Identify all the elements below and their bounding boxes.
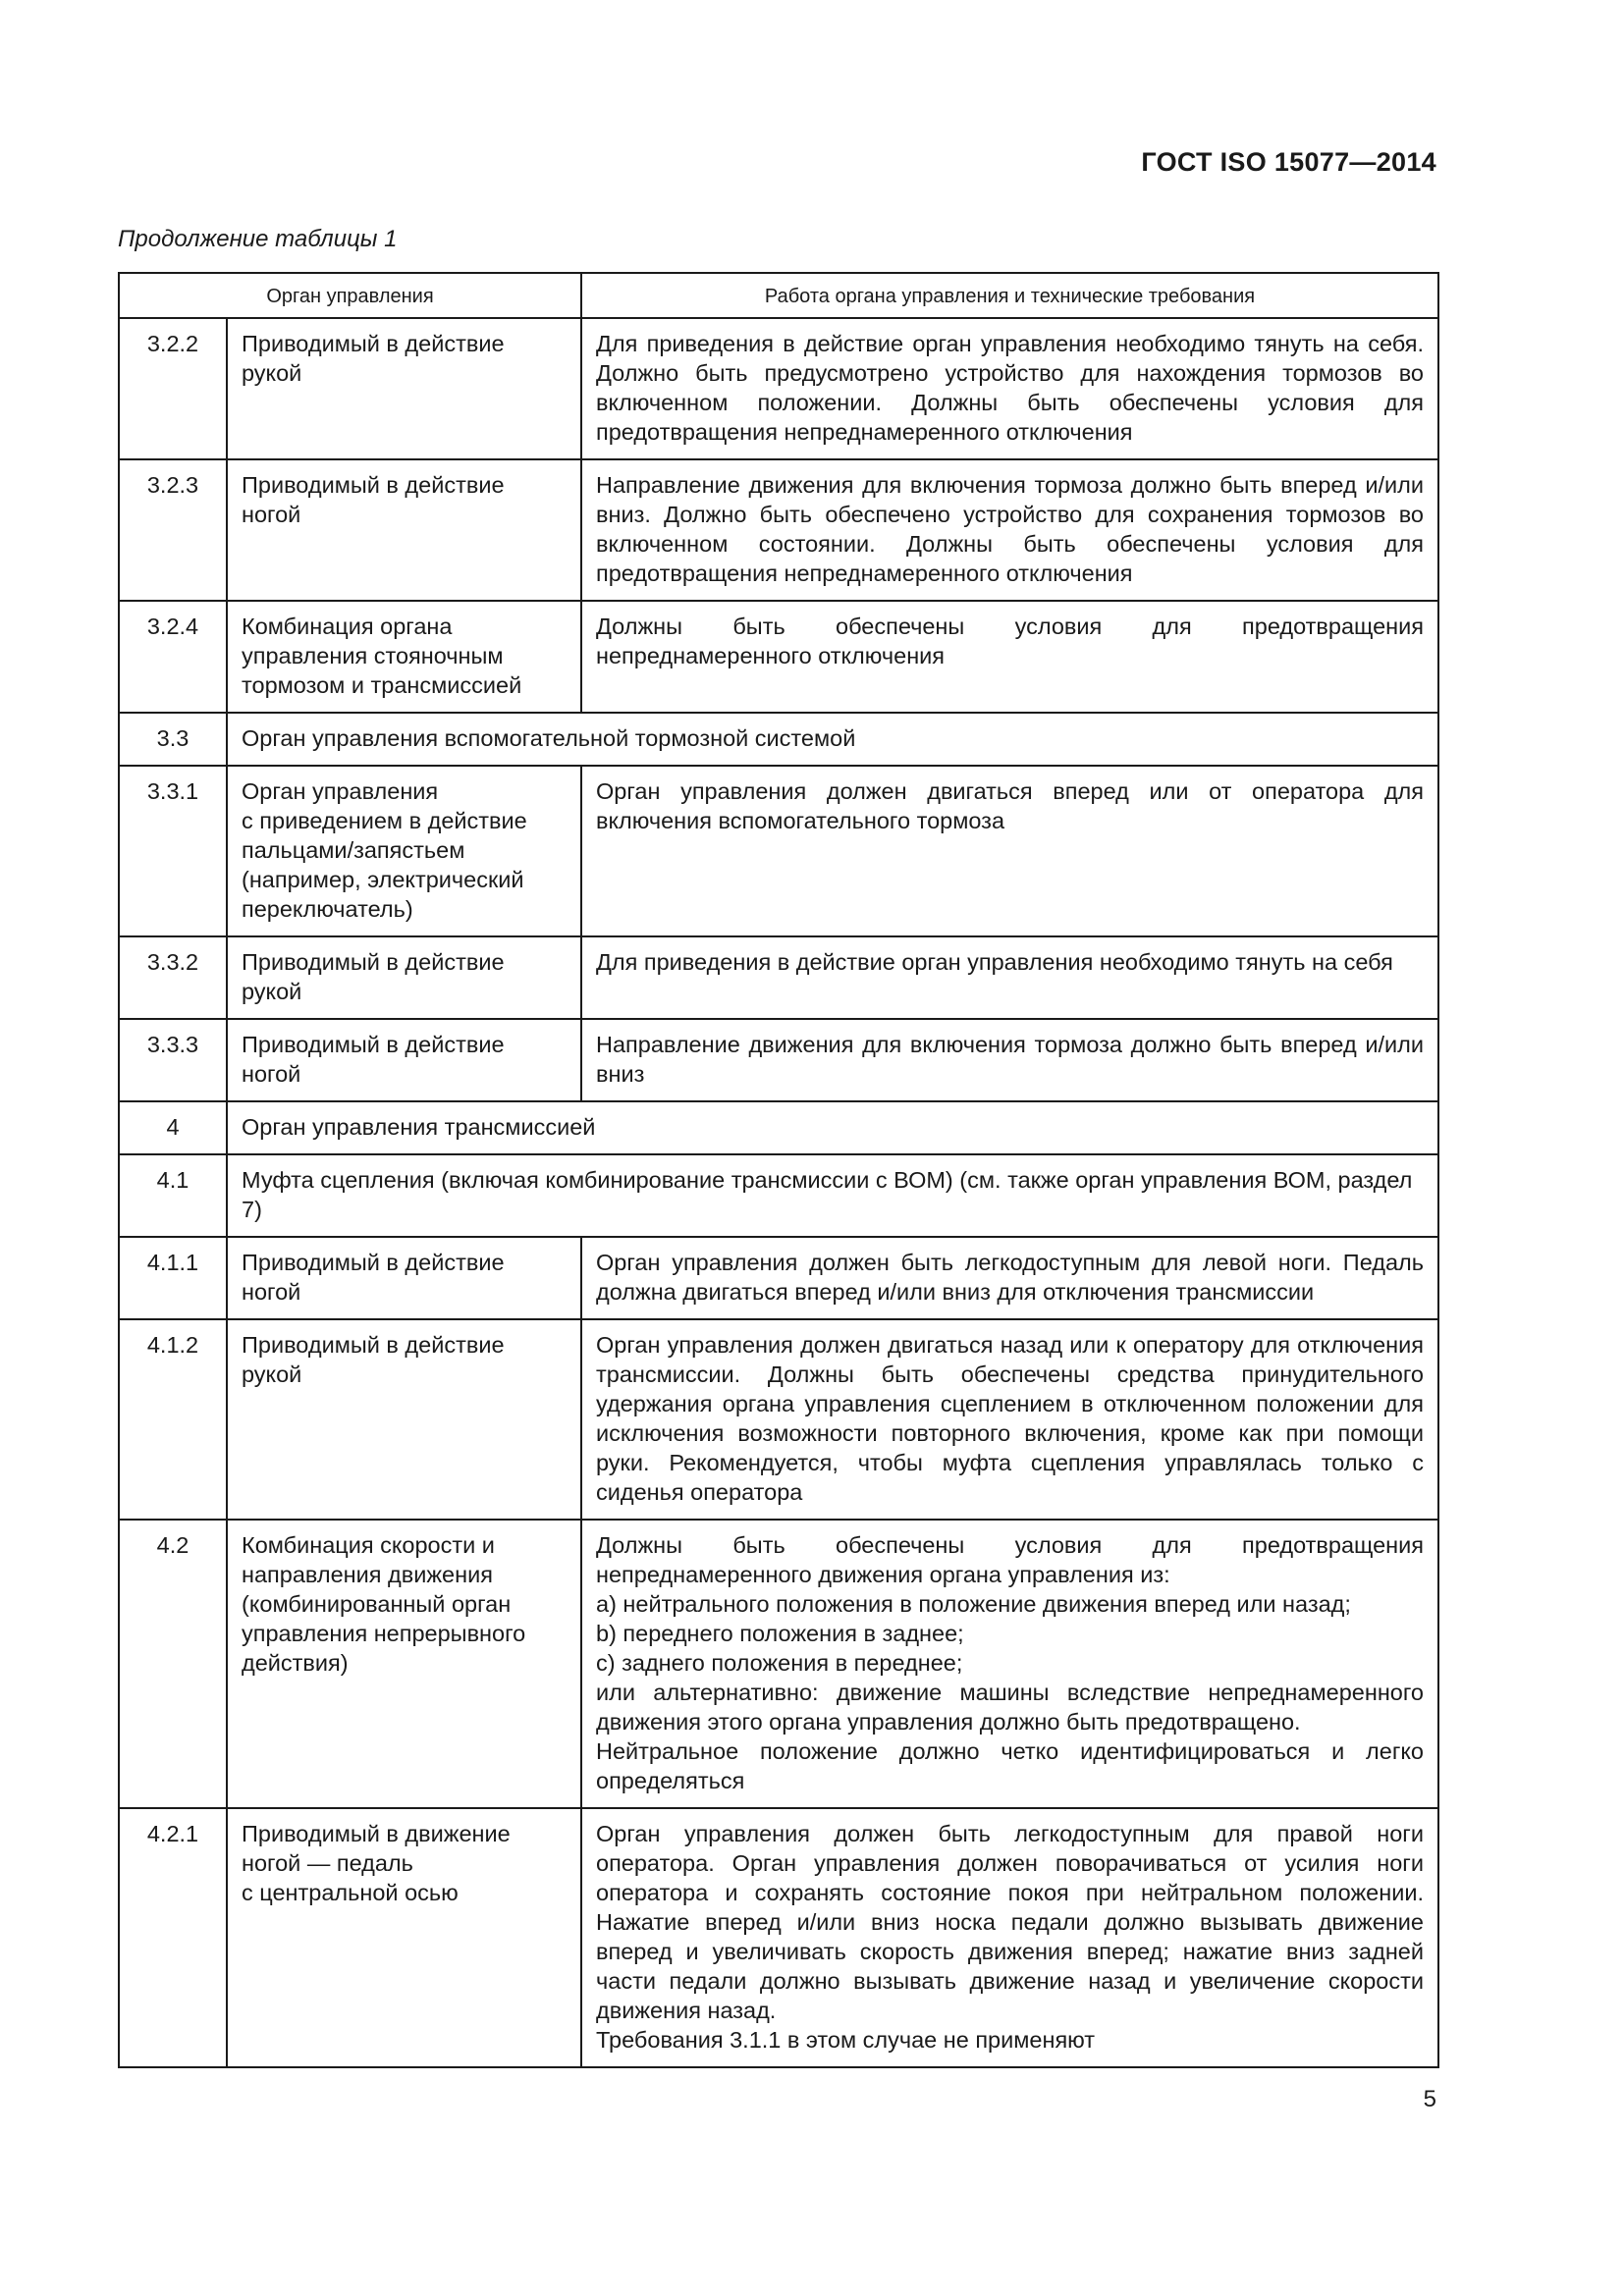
standard-code: ГОСТ ISO 15077—2014 bbox=[1141, 147, 1436, 177]
row-number: 4.2.1 bbox=[119, 1808, 227, 2067]
control-name: Приводимый в действие рукой bbox=[227, 936, 581, 1019]
control-name: Приводимый в действие ногой bbox=[227, 1237, 581, 1319]
column-header-requirements: Работа органа управления и технические требования bbox=[581, 273, 1438, 318]
requirement-text: Орган управления должен быть легкодоступным для правой ноги оператора. Орган управления должен поворачиваться от усилия ноги оператора и сохранять состояние покоя при нейтральном положении. Нажатие вперед и/или вниз носка педали должно вызывать движение вперед и увеличивать скорость движения вперед; нажатие вниз задней части педали должно вызывать движение назад и увеличение скорости движения назад. Требования 3.1.1 в этом случае не применяют bbox=[581, 1808, 1438, 2067]
row-number: 3.2.3 bbox=[119, 459, 227, 601]
control-name: Орган управления с приведением в действие пальцами/запястьем (например, электрический переключатель) bbox=[227, 766, 581, 936]
row-number: 3.3.2 bbox=[119, 936, 227, 1019]
table-caption: Продолжение таблицы 1 bbox=[118, 226, 398, 252]
requirement-text: Направление движения для включения тормоза должно быть вперед и/или вниз. Должно быть обеспечено устройство для сохранения тормозов во включенном состоянии. Должны быть обеспечены условия для предотвращения непреднамеренного отключения bbox=[581, 459, 1438, 601]
table-row bbox=[119, 1101, 1438, 1154]
table-row bbox=[119, 766, 1438, 936]
section-title: Орган управления вспомогательной тормозной системой bbox=[227, 713, 1438, 766]
table-row bbox=[119, 1520, 1438, 1808]
table-row bbox=[119, 318, 1438, 459]
control-name: Приводимый в движение ногой — педаль с центральной осью bbox=[227, 1808, 581, 2067]
requirement-text: Должны быть обеспечены условия для предотвращения непреднамеренного движения органа управления из: а) нейтрального положения в положение движения вперед или назад; b) переднего положения в заднее; с) заднего положения в переднее; или альтернативно: движение машины вследствие непреднамеренного движения этого органа управления должно быть предотвращено. Нейтральное положение должно четко идентифицироваться и легко определяться bbox=[581, 1520, 1438, 1808]
table-row bbox=[119, 1154, 1438, 1237]
table-row bbox=[119, 936, 1438, 1019]
section-title: Муфта сцепления (включая комбинирование трансмиссии с ВОМ) (см. также орган управления ВОМ, раздел 7) bbox=[227, 1154, 1438, 1237]
requirement-text: Для приведения в действие орган управления необходимо тянуть на себя. Должно быть предусмотрено устройство для нахождения тормозов во включенном положении. Должны быть обеспечены условия для предотвращения непреднамеренного отключения bbox=[581, 318, 1438, 459]
requirement-text: Орган управления должен двигаться вперед или от оператора для включения вспомогательного тормоза bbox=[581, 766, 1438, 936]
control-name: Комбинация скорости и направления движения (комбинированный орган управления непрерывного действия) bbox=[227, 1520, 581, 1808]
requirement-text: Орган управления должен двигаться назад или к оператору для отключения трансмиссии. Должны быть обеспечены средства принудительного удержания органа управления сцеплением в отключенном положении для исключения возможности повторного включения, кроме как при помощи руки. Рекомендуется, чтобы муфта сцепления управлялась только с сиденья оператора bbox=[581, 1319, 1438, 1520]
row-number: 3.3 bbox=[119, 713, 227, 766]
requirements-table bbox=[118, 272, 1439, 2068]
requirement-text: Должны быть обеспечены условия для предотвращения непреднамеренного отключения bbox=[581, 601, 1438, 713]
table-row bbox=[119, 459, 1438, 601]
row-number: 3.3.1 bbox=[119, 766, 227, 936]
control-name: Приводимый в действие ногой bbox=[227, 459, 581, 601]
column-header-control: Орган управления bbox=[119, 273, 581, 318]
row-number: 4.2 bbox=[119, 1520, 227, 1808]
control-name: Приводимый в действие ногой bbox=[227, 1019, 581, 1101]
row-number: 4.1.2 bbox=[119, 1319, 227, 1520]
control-name: Приводимый в действие рукой bbox=[227, 318, 581, 459]
table-row bbox=[119, 1237, 1438, 1319]
table-header-row bbox=[119, 273, 1438, 318]
row-number: 3.2.2 bbox=[119, 318, 227, 459]
section-title: Орган управления трансмиссией bbox=[227, 1101, 1438, 1154]
table-row bbox=[119, 1019, 1438, 1101]
requirement-text: Направление движения для включения тормоза должно быть вперед и/или вниз bbox=[581, 1019, 1438, 1101]
row-number: 3.3.3 bbox=[119, 1019, 227, 1101]
control-name: Приводимый в действие рукой bbox=[227, 1319, 581, 1520]
table-row bbox=[119, 601, 1438, 713]
row-number: 4 bbox=[119, 1101, 227, 1154]
requirement-text: Орган управления должен быть легкодоступным для левой ноги. Педаль должна двигаться вперед и/или вниз для отключения трансмиссии bbox=[581, 1237, 1438, 1319]
table-row bbox=[119, 713, 1438, 766]
row-number: 3.2.4 bbox=[119, 601, 227, 713]
control-name: Комбинация органа управления стояночным тормозом и трансмиссией bbox=[227, 601, 581, 713]
row-number: 4.1.1 bbox=[119, 1237, 227, 1319]
table-row bbox=[119, 1319, 1438, 1520]
row-number: 4.1 bbox=[119, 1154, 227, 1237]
table-row bbox=[119, 1808, 1438, 2067]
requirement-text: Для приведения в действие орган управления необходимо тянуть на себя bbox=[581, 936, 1438, 1019]
page-number: 5 bbox=[1423, 2086, 1436, 2112]
